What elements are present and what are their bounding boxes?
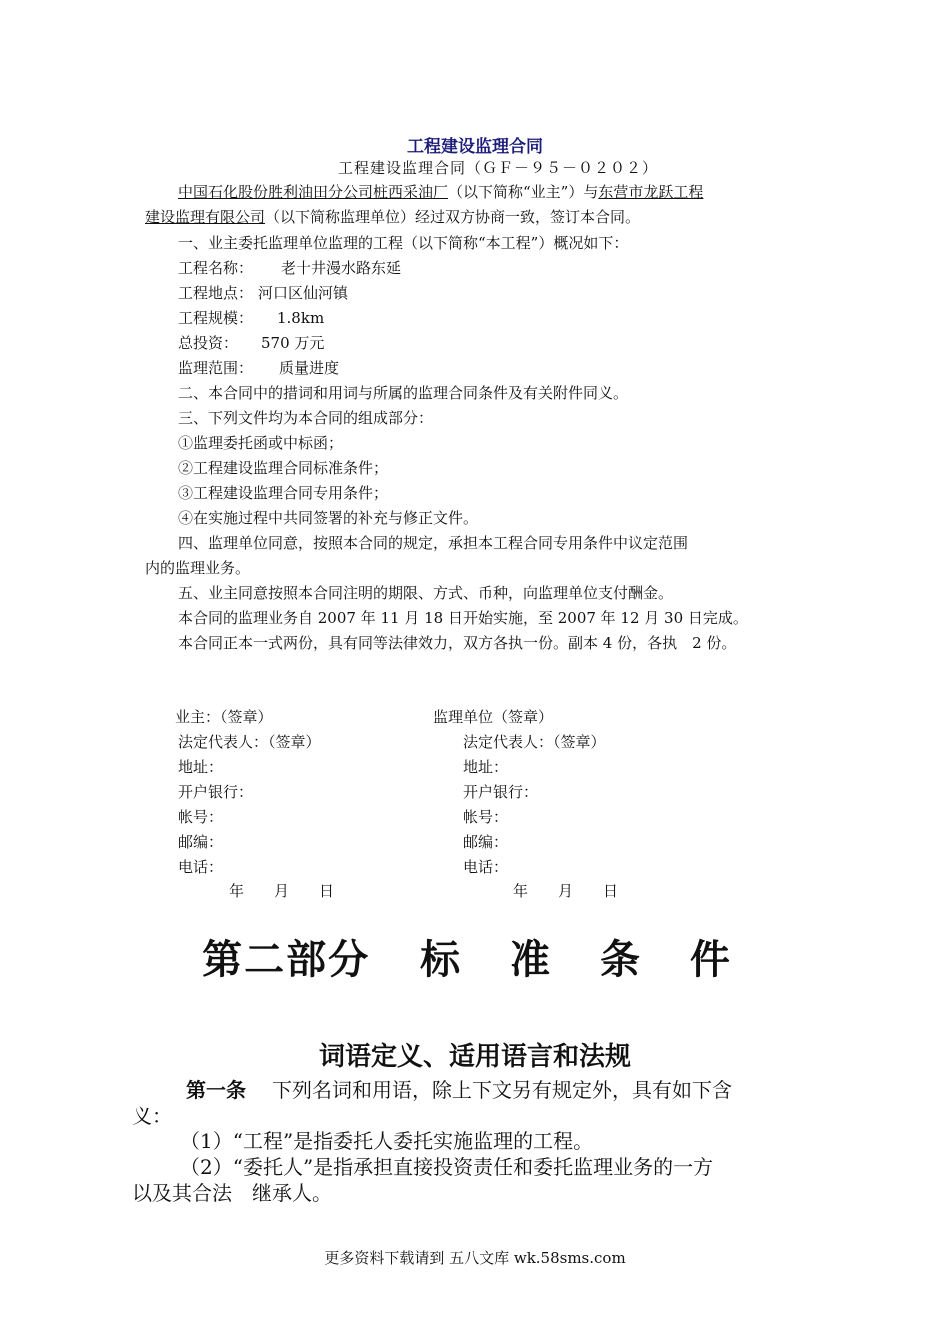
copies-text: 本合同正本一式两份，具有同等法律效力，双方各执一份。副本 4 份，各执 2 份。 <box>178 634 737 652</box>
article-1-text: 下列名词和用语，除上下文另有规定外，具有如下含 <box>272 1078 732 1102</box>
project-invest-value: 570 万元 <box>261 334 325 352</box>
clause-5: 五、业主同意按照本合同注明的期限、方式、币种，向监理单位支付酬金。 <box>178 584 674 602</box>
supervisor-postcode: 邮编： <box>463 833 509 851</box>
project-site-label: 工程地点： <box>178 284 254 302</box>
part-2-title: 标 准 条 件 <box>420 937 748 983</box>
owner-date: 年 月 日 <box>229 882 335 900</box>
doc-item-4: ④在实施过程中共同签署的补充与修正文件。 <box>178 509 479 527</box>
part-2-label: 第二部分 <box>202 937 371 983</box>
supervisor-bank: 开户银行： <box>463 783 539 801</box>
intro-line-1 <box>178 182 703 202</box>
project-name-value: 老十井漫水路东延 <box>281 259 402 277</box>
supervisor-rep: 法定代表人：（签章） <box>463 733 606 751</box>
supervisor-name-part1: 东营市龙跃工程 <box>598 183 704 201</box>
doc-item-1: ①监理委托函或中标函； <box>178 434 344 452</box>
supervisor-account: 帐号： <box>463 808 509 826</box>
document-title: 工程建设监理合同 <box>407 137 543 157</box>
part-2-heading <box>0 928 950 985</box>
project-scope-value: 质量进度 <box>279 359 340 377</box>
supervisor-phone: 电话： <box>463 858 509 876</box>
supervisor-address: 地址： <box>463 758 509 776</box>
supervisor-date: 年 月 日 <box>513 882 619 900</box>
clause-1: 一、业主委托监理单位监理的工程（以下简称“本工程”）概况如下： <box>178 234 629 252</box>
owner-postcode: 邮编： <box>178 833 224 851</box>
article-1-label: 第一条 <box>186 1078 246 1102</box>
clause-4-line-2: 内的监理业务。 <box>145 559 251 577</box>
owner-bank: 开户银行： <box>178 783 254 801</box>
doc-item-2: ②工程建设监理合同标准条件； <box>178 459 389 477</box>
owner-phone: 电话： <box>178 858 224 876</box>
article-1-item-1: （1）“工程”是指委托人委托实施监理的工程。 <box>180 1129 594 1153</box>
intro-mid: （以下简称“业主”）与 <box>448 183 599 201</box>
footer-watermark: 更多资料下载请到 五八文库 wk.58sms.com <box>324 1249 626 1267</box>
supervisor-name-part2: 建设监理有限公司 <box>145 208 266 226</box>
doc-item-3: ③工程建设监理合同专用条件； <box>178 484 389 502</box>
owner-name: 中国石化股份胜利油田分公司桩西采油厂 <box>178 183 449 201</box>
clause-4-line-1: 四、监理单位同意，按照本合同的规定，承担本工程合同专用条件中议定范围 <box>178 534 689 552</box>
article-1-item-2-line-2: 以及其合法 继承人。 <box>132 1181 332 1205</box>
project-scale-value: 1.8km <box>277 309 325 327</box>
owner-account: 帐号： <box>178 808 224 826</box>
project-scale-label: 工程规模： <box>178 309 254 327</box>
intro-line-2 <box>145 207 640 227</box>
section-heading: 词语定义、适用语言和法规 <box>318 1042 631 1072</box>
article-1-line-1 <box>186 1076 732 1104</box>
article-1-item-2-line-1: （2）“委托人”是指承担直接投资责任和委托监理业务的一方 <box>180 1155 714 1179</box>
owner-seal-heading: 业主：（签章） <box>175 708 273 726</box>
document-subtitle: 工程建设监理合同（ＧＦ－９５－０２０２） <box>338 159 659 177</box>
article-1-line-2: 义： <box>132 1104 172 1128</box>
intro-tail: （以下简称监理单位）经过双方协商一致，签订本合同。 <box>265 208 641 226</box>
project-site-value: 河口区仙河镇 <box>258 284 349 302</box>
owner-address: 地址： <box>178 758 224 776</box>
clause-3: 三、下列文件均为本合同的组成部分： <box>178 409 434 427</box>
owner-rep: 法定代表人：（签章） <box>178 733 321 751</box>
project-scope-label: 监理范围： <box>178 359 254 377</box>
project-name-label: 工程名称： <box>178 259 254 277</box>
supervisor-seal-heading: 监理单位（签章） <box>433 708 554 726</box>
project-invest-label: 总投资： <box>178 334 239 352</box>
period-text: 本合同的监理业务自 2007 年 11 月 18 日开始实施，至 2007 年 12 月 30 日完成。 <box>178 609 748 627</box>
clause-2: 二、本合同中的措词和用词与所属的监理合同条件及有关附件同义。 <box>178 384 629 402</box>
